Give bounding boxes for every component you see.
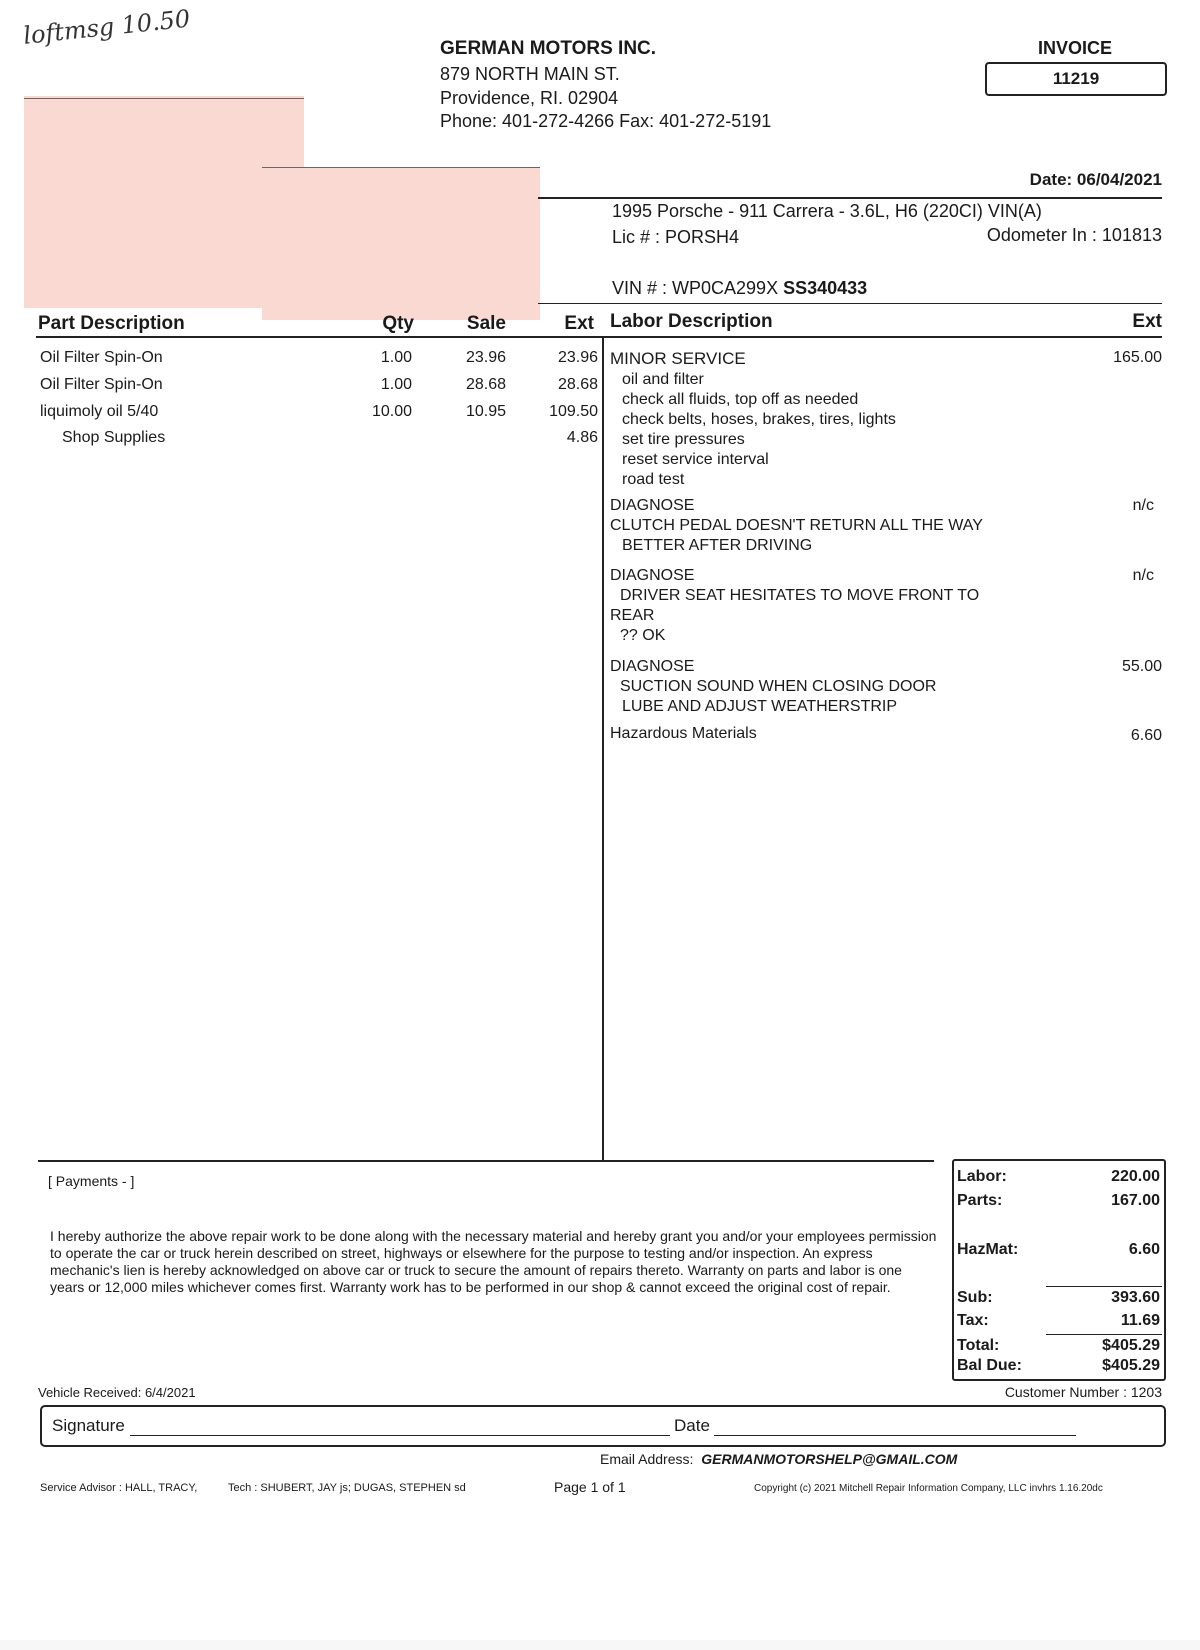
labor-amount-minor-service: 165.00 [1113, 349, 1162, 366]
table-row [40, 376, 163, 394]
signature-line[interactable] [130, 1435, 670, 1436]
labor-header-description: Labor Description [610, 311, 773, 332]
company-name: GERMAN MOTORS INC. [440, 38, 657, 59]
labor-amount-diagnose: 55.00 [1121, 658, 1162, 675]
email-address: GERMANMOTORSHELP@GMAIL.COM [701, 1451, 958, 1467]
company-address: 879 NORTH MAIN ST. [440, 64, 620, 84]
vin-suffix: SS340433 [783, 278, 868, 298]
part-sale: 10.95 [465, 403, 506, 420]
labor-line: reset service interval [622, 451, 769, 468]
table-row [40, 403, 158, 421]
part-description: Oil Filter Spin-On [40, 376, 163, 393]
labor-line: BETTER AFTER DRIVING [622, 537, 813, 554]
parts-header-sale: Sale [466, 313, 506, 334]
authorization-text: I hereby authorize the above repair work to be done along with the necessary material and hereby grant you and/or your employees permission to operate the car or truck herein described on street, highways or elsewhere for the purpose to testing and/or inspection. An express mechanic's lien is hereby acknowledged on above car or truck to secure the amount of repairs thereto. Warranty on parts and labor is one years or 12,000 miles whichever comes first. Warranty work has to be performed in our shop & cannot exceed the original cost of repair. [50, 1228, 937, 1295]
service-advisor: Service Advisor : HALL, TRACY, [40, 1482, 198, 1494]
totals-labor-value: 220.00 [1111, 1168, 1160, 1185]
scan-edge [0, 1640, 1200, 1650]
vehicle-received: Vehicle Received: 6/4/2021 [38, 1385, 196, 1400]
labor-header-ext: Ext [1132, 311, 1162, 332]
labor-line: SUCTION SOUND WHEN CLOSING DOOR [620, 678, 937, 695]
labor-title-hazmat: Hazardous Materials [610, 725, 757, 742]
vehicle-odometer: Odometer In : 101813 [986, 225, 1162, 245]
labor-title-diagnose: DIAGNOSE [610, 497, 695, 514]
part-qty: 1.00 [380, 349, 412, 366]
labor-title-minor-service: MINOR SERVICE [610, 349, 746, 368]
labor-amount-hazmat: 6.60 [1130, 727, 1162, 744]
parts-header-qty: Qty [382, 313, 414, 334]
page-indicator: Page 1 of 1 [554, 1479, 626, 1495]
totals-total-label: Total: [957, 1337, 1000, 1354]
totals-bal-label: Bal Due: [957, 1357, 1022, 1374]
totals-hazmat-label: HazMat: [957, 1241, 1019, 1258]
invoice-number: 11219 [985, 62, 1167, 96]
labor-title-diagnose: DIAGNOSE [610, 567, 695, 584]
totals-labor-label: Labor: [957, 1168, 1007, 1185]
column-divider [602, 338, 604, 1160]
totals-sub-value: 393.60 [1111, 1289, 1160, 1306]
handwritten-note: loftmsg 10.50 [22, 4, 192, 50]
part-ext: 28.68 [557, 376, 598, 393]
totals-tax-value: 11.69 [1120, 1312, 1160, 1329]
vehicle-vin [612, 278, 867, 299]
part-sale: 28.68 [465, 376, 506, 393]
labor-line: check all fluids, top off as needed [622, 391, 859, 408]
part-description: liquimoly oil 5/40 [40, 403, 159, 420]
labor-line: ?? OK [620, 627, 666, 644]
labor-line: road test [622, 471, 685, 488]
totals-parts-value: 167.00 [1111, 1192, 1160, 1209]
totals-total-value: $405.29 [1102, 1337, 1160, 1354]
date-label: Date [674, 1416, 710, 1435]
part-description: Oil Filter Spin-On [40, 349, 163, 366]
copyright: Copyright (c) 2021 Mitchell Repair Information Company, LLC invhrs 1.16.20dc [754, 1483, 1103, 1494]
totals-parts-label: Parts: [957, 1192, 1003, 1209]
company-city: Providence, RI. 02904 [440, 88, 619, 108]
company-phone-fax: Phone: 401-272-4266 Fax: 401-272-5191 [440, 111, 772, 131]
totals-tax-label: Tax: [957, 1312, 989, 1329]
email-label: Email Address: [600, 1451, 694, 1467]
labor-amount-diagnose: n/c [1132, 497, 1154, 514]
part-ext: 4.86 [566, 429, 598, 446]
parts-header-ext: Ext [564, 313, 594, 334]
vin-prefix: VIN # : WP0CA299X [612, 278, 779, 298]
part-ext: 23.96 [557, 349, 598, 366]
redact-edge-line [24, 98, 304, 99]
table-row [62, 429, 165, 447]
parts-header-description: Part Description [38, 313, 185, 334]
labor-line: LUBE AND ADJUST WEATHERSTRIP [622, 698, 898, 715]
table-row [40, 349, 163, 367]
email-row [600, 1451, 957, 1467]
signature-label: Signature [52, 1416, 125, 1435]
part-sale: 23.96 [465, 349, 506, 366]
technicians: Tech : SHUBERT, JAY js; DUGAS, STEPHEN sd [228, 1482, 466, 1494]
part-description: Shop Supplies [62, 429, 166, 446]
labor-line: set tire pressures [622, 431, 745, 448]
totals-hazmat-value: 6.60 [1128, 1241, 1160, 1258]
labor-amount-diagnose: n/c [1132, 567, 1154, 584]
redact-edge-line-2 [262, 167, 540, 168]
redacted-customer-block-2 [262, 168, 540, 320]
date-line[interactable] [714, 1435, 1076, 1436]
part-ext: 109.50 [549, 403, 598, 420]
labor-line: REAR [610, 607, 655, 624]
invoice-label: INVOICE [1037, 38, 1112, 58]
vin-rule [538, 303, 1162, 304]
total-rule [1046, 1334, 1162, 1335]
labor-line: CLUTCH PEDAL DOESN'T RETURN ALL THE WAY [610, 517, 983, 534]
totals-bal-value: $405.29 [1102, 1357, 1160, 1374]
invoice-date: Date: 06/04/2021 [1029, 170, 1162, 189]
vehicle-description: 1995 Porsche - 911 Carrera - 3.6L, H6 (220CI) VIN(A) [612, 201, 1042, 221]
part-qty: 1.00 [380, 376, 412, 393]
payments-note: [ Payments - ] [48, 1173, 135, 1189]
totals-sub-label: Sub: [957, 1289, 993, 1306]
subtotal-rule [1046, 1286, 1162, 1287]
vehicle-license: Lic # : PORSH4 [612, 227, 740, 247]
labor-line: DRIVER SEAT HESITATES TO MOVE FRONT TO [620, 587, 980, 604]
part-qty: 10.00 [371, 403, 412, 420]
labor-line: check belts, hoses, brakes, tires, lights [622, 411, 896, 428]
signature-box [40, 1405, 1166, 1447]
vehicle-top-rule [538, 197, 1162, 199]
header-rule [36, 336, 1162, 338]
labor-title-diagnose: DIAGNOSE [610, 658, 695, 675]
labor-line: oil and filter [622, 371, 704, 388]
customer-number: Customer Number : 1203 [1004, 1384, 1162, 1400]
bottom-rule [38, 1160, 934, 1162]
